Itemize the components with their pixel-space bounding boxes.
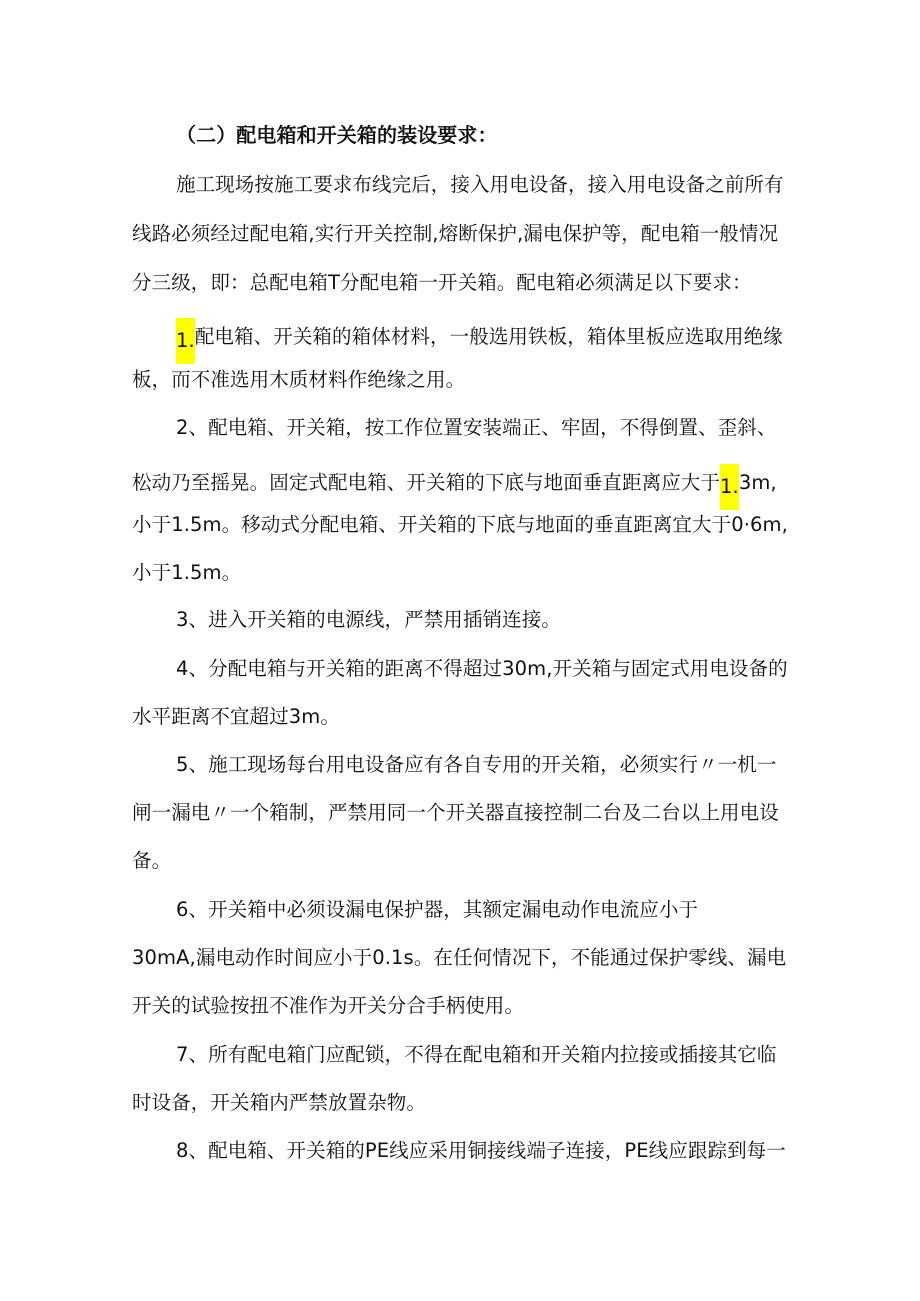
item-7-line-2: 时设备，开关箱内严禁放置杂物。 <box>132 1091 427 1114</box>
item-2-line-2-tail: 3m, <box>738 471 777 494</box>
intro-line-2: 线路必须经过配电箱,实行开关控制,熔断保护,漏电保护等，配电箱一般情况 <box>132 222 779 245</box>
item-2-line-2 <box>132 464 777 510</box>
item-2-line-4: 小于1.5m。 <box>132 561 242 584</box>
section-heading: （二）配电箱和开关箱的装设要求： <box>176 123 498 147</box>
item-1-text: 配电箱、开关箱的箱体材料，一般选用铁板，箱体里板应选取用绝缘 <box>194 325 783 348</box>
intro-line-1: 施工现场按施工要求布线完后，接入用电设备，接入用电设备之前所有 <box>176 173 784 196</box>
item-5-line-2: 闸一漏电〃一个箱制，严禁用同一个开关器直接控制二台及二台以上用电设 <box>132 801 779 824</box>
item-7-line-1: 7、所有配电箱门应配锁，不得在配电箱和开关箱内拉接或插接其它临 <box>176 1043 777 1066</box>
item-5-line-1: 5、施工现场每台用电设备应有各自专用的开关箱，必须实行〃一机一 <box>176 753 777 776</box>
item-2-line-1: 2、配电箱、开关箱，按工作位置安装端正、牢固，不得倒置、歪斜、 <box>176 416 777 439</box>
item-4-line-2: 水平距离不宜超过3m。 <box>132 705 341 728</box>
highlight-mark: 1. <box>720 464 739 510</box>
item-1-line-2: 板，而不准选用木质材料作绝缘之用。 <box>132 368 466 391</box>
highlight-mark: 1. <box>176 318 195 364</box>
item-6-line-3: 开关的试验按扭不准作为开关分合手柄使用。 <box>132 994 525 1017</box>
item-2-line-2-text: 松动乃至摇晃。固定式配电箱、开关箱的下底与地面垂直距离应大于 <box>132 471 721 494</box>
item-6-line-2: 30mA,漏电动作时间应小于0.1s。在任何情况下，不能通过保护零线、漏电 <box>132 946 787 969</box>
item-4-line-1: 4、分配电箱与开关箱的距离不得超过30m,开关箱与固定式用电设备的 <box>176 657 788 680</box>
item-8-line-1: 8、配电箱、开关箱的PE线应采用铜接线端子连接，PE线应跟踪到每一 <box>176 1139 786 1162</box>
item-1-line-1 <box>176 318 783 364</box>
item-2-line-3: 小于1.5m。移动式分配电箱、开关箱的下底与地面的垂直距离宜大于0·6m, <box>132 513 788 536</box>
item-6-line-1: 6、开关箱中必须设漏电保护器，其额定漏电动作电流应小于 <box>176 898 699 921</box>
item-5-line-3: 备。 <box>132 849 172 872</box>
intro-line-3: 分三级，即：总配电箱T分配电箱一开关箱。配电箱必须满足以下要求： <box>132 271 752 294</box>
item-3-line-1: 3、进入开关箱的电源线，严禁用插销连接。 <box>176 608 561 631</box>
